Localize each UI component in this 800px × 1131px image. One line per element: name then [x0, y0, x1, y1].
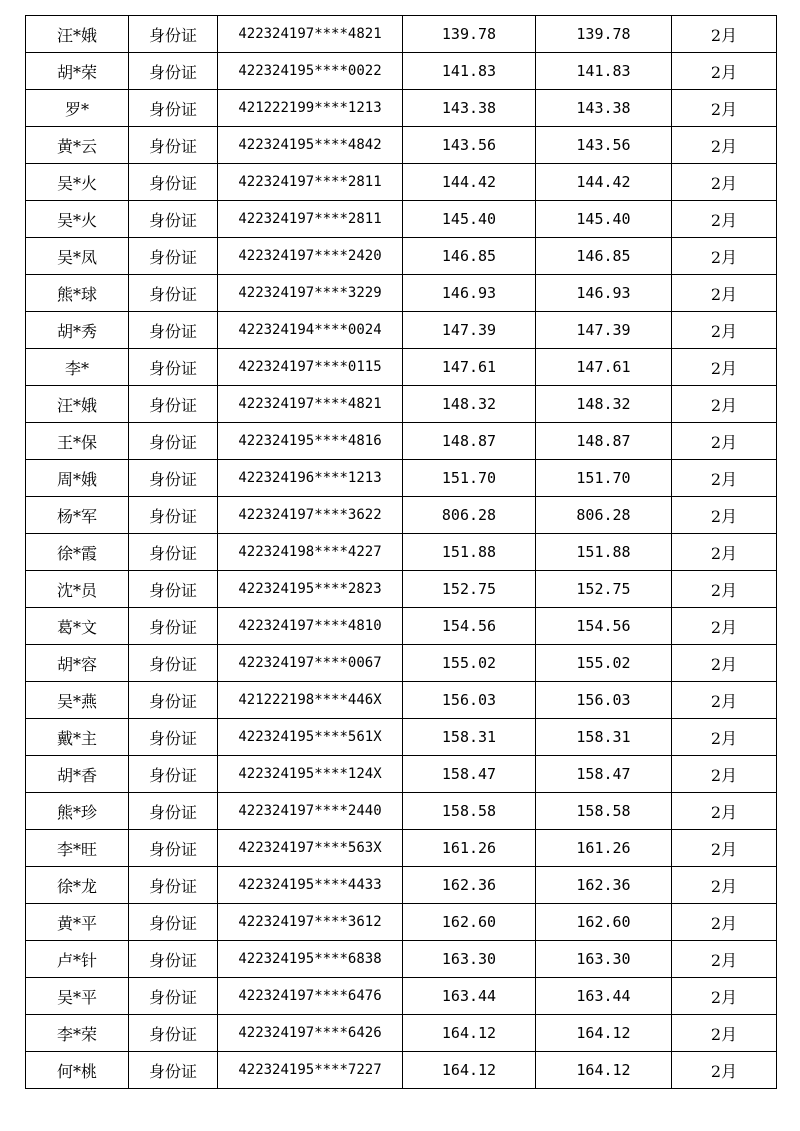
month-cell: 2月: [672, 830, 777, 867]
month-cell: 2月: [672, 719, 777, 756]
id-type-cell: 身份证: [129, 460, 218, 497]
id-number-cell: 422324197****563X: [218, 830, 403, 867]
id-number-cell: 422324197****2440: [218, 793, 403, 830]
id-type-cell: 身份证: [129, 312, 218, 349]
id-type-cell: 身份证: [129, 608, 218, 645]
id-type-cell: 身份证: [129, 497, 218, 534]
id-number-cell: 422324195****124X: [218, 756, 403, 793]
amount-cell: 162.36: [403, 867, 536, 904]
id-number-cell: 421222199****1213: [218, 90, 403, 127]
id-number-cell: 422324197****0115: [218, 349, 403, 386]
month-cell: 2月: [672, 53, 777, 90]
id-number-cell: 422324195****2823: [218, 571, 403, 608]
month-cell: 2月: [672, 201, 777, 238]
name-cell: 王*保: [26, 423, 129, 460]
id-number-cell: 422324197****6426: [218, 1015, 403, 1052]
id-number-cell: 422324197****2811: [218, 164, 403, 201]
amount-cell: 152.75: [403, 571, 536, 608]
month-cell: 2月: [672, 312, 777, 349]
amount-paid-cell: 155.02: [536, 645, 672, 682]
id-type-cell: 身份证: [129, 16, 218, 53]
table-row: [26, 608, 777, 645]
id-type-cell: 身份证: [129, 904, 218, 941]
amount-cell: 158.31: [403, 719, 536, 756]
table-row: [26, 867, 777, 904]
amount-paid-cell: 151.70: [536, 460, 672, 497]
name-cell: 胡*秀: [26, 312, 129, 349]
name-cell: 李*: [26, 349, 129, 386]
amount-paid-cell: 163.30: [536, 941, 672, 978]
table-row: [26, 534, 777, 571]
name-cell: 吴*火: [26, 201, 129, 238]
month-cell: 2月: [672, 460, 777, 497]
amount-cell: 164.12: [403, 1015, 536, 1052]
id-number-cell: 422324197****2811: [218, 201, 403, 238]
amount-paid-cell: 147.39: [536, 312, 672, 349]
id-number-cell: 422324196****1213: [218, 460, 403, 497]
table-row: [26, 201, 777, 238]
id-number-cell: 422324197****3612: [218, 904, 403, 941]
month-cell: 2月: [672, 534, 777, 571]
id-type-cell: 身份证: [129, 793, 218, 830]
id-type-cell: 身份证: [129, 1015, 218, 1052]
amount-paid-cell: 148.87: [536, 423, 672, 460]
table-row: [26, 904, 777, 941]
table-row: [26, 793, 777, 830]
id-type-cell: 身份证: [129, 423, 218, 460]
amount-cell: 148.87: [403, 423, 536, 460]
name-cell: 熊*珍: [26, 793, 129, 830]
amount-paid-cell: 147.61: [536, 349, 672, 386]
amount-cell: 806.28: [403, 497, 536, 534]
table-row: [26, 978, 777, 1015]
roster-table-body: [26, 16, 777, 1089]
table-row: [26, 1015, 777, 1052]
id-type-cell: 身份证: [129, 127, 218, 164]
amount-cell: 163.44: [403, 978, 536, 1015]
table-row: [26, 719, 777, 756]
amount-cell: 141.83: [403, 53, 536, 90]
table-row: [26, 682, 777, 719]
name-cell: 吴*火: [26, 164, 129, 201]
name-cell: 汪*娥: [26, 16, 129, 53]
amount-paid-cell: 158.58: [536, 793, 672, 830]
month-cell: 2月: [672, 386, 777, 423]
id-type-cell: 身份证: [129, 164, 218, 201]
table-row: [26, 127, 777, 164]
roster-sheet: [25, 15, 777, 1089]
month-cell: 2月: [672, 608, 777, 645]
amount-cell: 145.40: [403, 201, 536, 238]
name-cell: 徐*霞: [26, 534, 129, 571]
amount-paid-cell: 806.28: [536, 497, 672, 534]
amount-cell: 164.12: [403, 1052, 536, 1089]
id-type-cell: 身份证: [129, 53, 218, 90]
table-row: [26, 423, 777, 460]
amount-paid-cell: 145.40: [536, 201, 672, 238]
amount-cell: 143.56: [403, 127, 536, 164]
table-row: [26, 756, 777, 793]
name-cell: 周*娥: [26, 460, 129, 497]
month-cell: 2月: [672, 904, 777, 941]
amount-paid-cell: 143.56: [536, 127, 672, 164]
month-cell: 2月: [672, 16, 777, 53]
id-type-cell: 身份证: [129, 201, 218, 238]
id-number-cell: 421222198****446X: [218, 682, 403, 719]
table-row: [26, 238, 777, 275]
name-cell: 汪*娥: [26, 386, 129, 423]
month-cell: 2月: [672, 682, 777, 719]
amount-paid-cell: 146.93: [536, 275, 672, 312]
name-cell: 胡*香: [26, 756, 129, 793]
amount-cell: 158.47: [403, 756, 536, 793]
id-number-cell: 422324197****0067: [218, 645, 403, 682]
amount-cell: 148.32: [403, 386, 536, 423]
id-type-cell: 身份证: [129, 238, 218, 275]
amount-paid-cell: 164.12: [536, 1052, 672, 1089]
name-cell: 胡*容: [26, 645, 129, 682]
month-cell: 2月: [672, 645, 777, 682]
amount-cell: 151.88: [403, 534, 536, 571]
id-number-cell: 422324197****4821: [218, 386, 403, 423]
month-cell: 2月: [672, 238, 777, 275]
amount-cell: 143.38: [403, 90, 536, 127]
amount-paid-cell: 163.44: [536, 978, 672, 1015]
id-number-cell: 422324197****6476: [218, 978, 403, 1015]
amount-cell: 162.60: [403, 904, 536, 941]
amount-paid-cell: 156.03: [536, 682, 672, 719]
id-type-cell: 身份证: [129, 275, 218, 312]
id-number-cell: 422324197****3622: [218, 497, 403, 534]
month-cell: 2月: [672, 90, 777, 127]
id-type-cell: 身份证: [129, 645, 218, 682]
name-cell: 熊*球: [26, 275, 129, 312]
amount-cell: 146.85: [403, 238, 536, 275]
amount-paid-cell: 154.56: [536, 608, 672, 645]
id-type-cell: 身份证: [129, 978, 218, 1015]
amount-paid-cell: 158.31: [536, 719, 672, 756]
name-cell: 李*荣: [26, 1015, 129, 1052]
id-type-cell: 身份证: [129, 719, 218, 756]
id-number-cell: 422324197****2420: [218, 238, 403, 275]
name-cell: 杨*军: [26, 497, 129, 534]
month-cell: 2月: [672, 497, 777, 534]
amount-cell: 155.02: [403, 645, 536, 682]
amount-cell: 163.30: [403, 941, 536, 978]
id-number-cell: 422324195****0022: [218, 53, 403, 90]
amount-paid-cell: 164.12: [536, 1015, 672, 1052]
name-cell: 戴*主: [26, 719, 129, 756]
id-type-cell: 身份证: [129, 682, 218, 719]
id-type-cell: 身份证: [129, 1052, 218, 1089]
amount-paid-cell: 151.88: [536, 534, 672, 571]
id-number-cell: 422324195****561X: [218, 719, 403, 756]
amount-paid-cell: 162.36: [536, 867, 672, 904]
id-number-cell: 422324195****4842: [218, 127, 403, 164]
month-cell: 2月: [672, 275, 777, 312]
month-cell: 2月: [672, 941, 777, 978]
table-row: [26, 312, 777, 349]
table-row: [26, 90, 777, 127]
name-cell: 胡*荣: [26, 53, 129, 90]
name-cell: 何*桃: [26, 1052, 129, 1089]
name-cell: 卢*针: [26, 941, 129, 978]
id-type-cell: 身份证: [129, 756, 218, 793]
name-cell: 吴*平: [26, 978, 129, 1015]
month-cell: 2月: [672, 127, 777, 164]
table-row: [26, 830, 777, 867]
month-cell: 2月: [672, 793, 777, 830]
month-cell: 2月: [672, 867, 777, 904]
table-row: [26, 275, 777, 312]
id-number-cell: 422324195****4816: [218, 423, 403, 460]
name-cell: 吴*凤: [26, 238, 129, 275]
id-number-cell: 422324198****4227: [218, 534, 403, 571]
id-type-cell: 身份证: [129, 534, 218, 571]
name-cell: 罗*: [26, 90, 129, 127]
id-number-cell: 422324194****0024: [218, 312, 403, 349]
amount-cell: 158.58: [403, 793, 536, 830]
table-row: [26, 164, 777, 201]
table-row: [26, 571, 777, 608]
month-cell: 2月: [672, 1052, 777, 1089]
id-type-cell: 身份证: [129, 349, 218, 386]
amount-paid-cell: 148.32: [536, 386, 672, 423]
id-number-cell: 422324195****6838: [218, 941, 403, 978]
month-cell: 2月: [672, 1015, 777, 1052]
month-cell: 2月: [672, 349, 777, 386]
amount-paid-cell: 141.83: [536, 53, 672, 90]
amount-cell: 156.03: [403, 682, 536, 719]
table-row: [26, 645, 777, 682]
amount-cell: 147.61: [403, 349, 536, 386]
id-type-cell: 身份证: [129, 90, 218, 127]
id-number-cell: 422324195****4433: [218, 867, 403, 904]
amount-paid-cell: 139.78: [536, 16, 672, 53]
amount-paid-cell: 143.38: [536, 90, 672, 127]
month-cell: 2月: [672, 756, 777, 793]
name-cell: 吴*燕: [26, 682, 129, 719]
amount-paid-cell: 144.42: [536, 164, 672, 201]
amount-paid-cell: 152.75: [536, 571, 672, 608]
table-row: [26, 941, 777, 978]
id-type-cell: 身份证: [129, 386, 218, 423]
table-row: [26, 16, 777, 53]
amount-cell: 161.26: [403, 830, 536, 867]
roster-table: [25, 15, 777, 1089]
amount-cell: 154.56: [403, 608, 536, 645]
amount-paid-cell: 162.60: [536, 904, 672, 941]
amount-cell: 139.78: [403, 16, 536, 53]
amount-cell: 151.70: [403, 460, 536, 497]
month-cell: 2月: [672, 571, 777, 608]
name-cell: 徐*龙: [26, 867, 129, 904]
id-type-cell: 身份证: [129, 830, 218, 867]
amount-cell: 146.93: [403, 275, 536, 312]
month-cell: 2月: [672, 423, 777, 460]
id-type-cell: 身份证: [129, 941, 218, 978]
month-cell: 2月: [672, 978, 777, 1015]
id-type-cell: 身份证: [129, 867, 218, 904]
id-number-cell: 422324197****3229: [218, 275, 403, 312]
name-cell: 李*旺: [26, 830, 129, 867]
name-cell: 黄*云: [26, 127, 129, 164]
id-number-cell: 422324197****4810: [218, 608, 403, 645]
amount-cell: 147.39: [403, 312, 536, 349]
amount-paid-cell: 146.85: [536, 238, 672, 275]
name-cell: 葛*文: [26, 608, 129, 645]
table-row: [26, 497, 777, 534]
id-type-cell: 身份证: [129, 571, 218, 608]
table-row: [26, 1052, 777, 1089]
table-row: [26, 53, 777, 90]
id-number-cell: 422324195****7227: [218, 1052, 403, 1089]
name-cell: 黄*平: [26, 904, 129, 941]
amount-paid-cell: 158.47: [536, 756, 672, 793]
amount-paid-cell: 161.26: [536, 830, 672, 867]
table-row: [26, 349, 777, 386]
name-cell: 沈*员: [26, 571, 129, 608]
month-cell: 2月: [672, 164, 777, 201]
id-number-cell: 422324197****4821: [218, 16, 403, 53]
amount-cell: 144.42: [403, 164, 536, 201]
table-row: [26, 460, 777, 497]
table-row: [26, 386, 777, 423]
